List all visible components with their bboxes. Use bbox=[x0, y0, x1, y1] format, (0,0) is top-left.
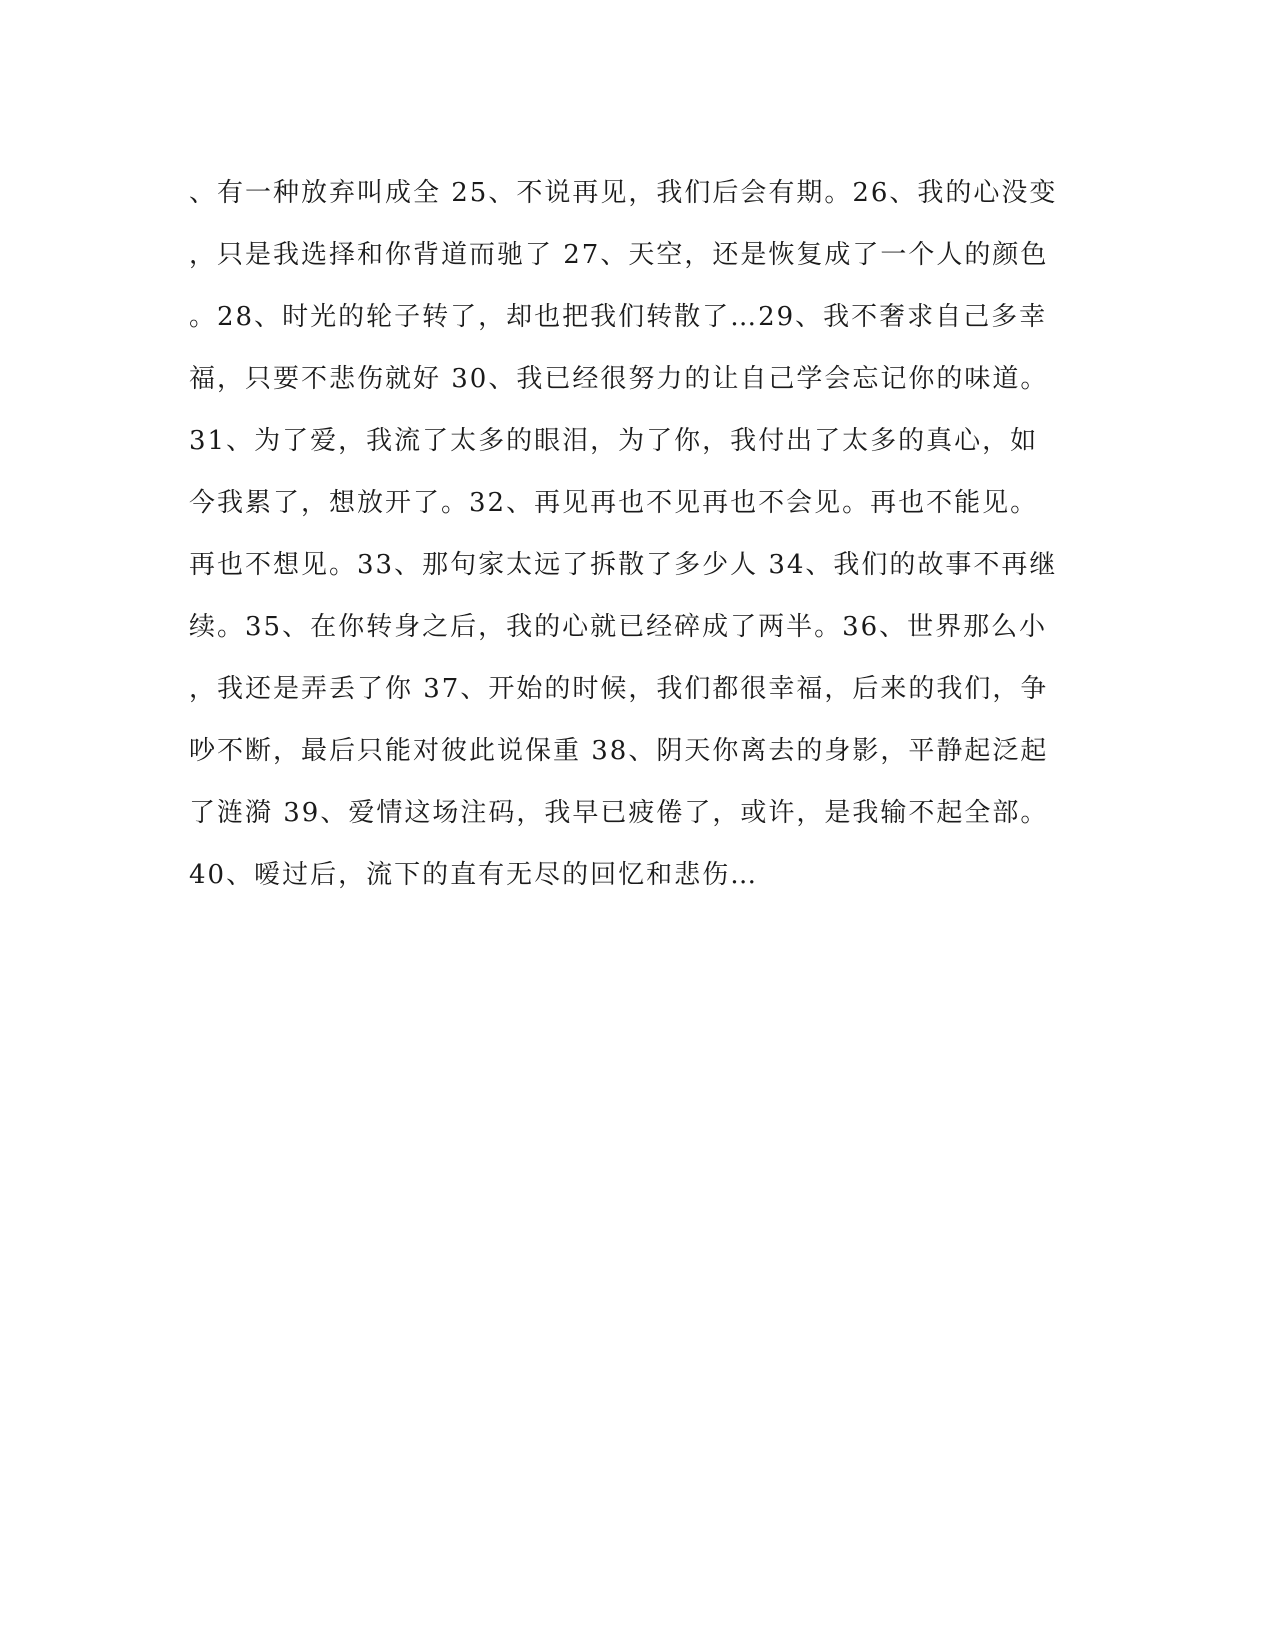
text-line: 吵不断，最后只能对彼此说保重 38、阴天你离去的身影，平静起泛起 bbox=[189, 736, 1049, 766]
text-line: 再也不想见。33、那句家太远了拆散了多少人 34、我们的故事不再继 bbox=[189, 550, 1058, 580]
body-text bbox=[189, 162, 1069, 906]
text-line: 、有一种放弃叫成全 25、不说再见，我们后会有期。26、我的心没变 bbox=[189, 178, 1058, 208]
text-line: 续。35、在你转身之后，我的心就已经碎成了两半。36、世界那么小 bbox=[189, 612, 1048, 642]
text-line: ，只是我选择和你背道而驰了 27、天空，还是恢复成了一个人的颜色 bbox=[189, 240, 1049, 270]
text-line: 。28、时光的轮子转了，却也把我们转散了…29、我不奢求自己多幸 bbox=[189, 302, 1048, 332]
text-line: 福，只要不悲伤就好 30、我已经很努力的让自己学会忘记你的味道。 bbox=[189, 364, 1049, 394]
text-line: 了涟漪 39、爱情这场注码，我早已疲倦了，或许，是我输不起全部。 bbox=[189, 798, 1049, 828]
text-line: 40、嗳过后，流下的直有无尽的回忆和悲伤… bbox=[189, 860, 759, 890]
text-line: ，我还是弄丢了你 37、开始的时候，我们都很幸福，后来的我们，争 bbox=[189, 674, 1049, 704]
text-line: 31、为了爱，我流了太多的眼泪，为了你，我付出了太多的真心，如 bbox=[189, 426, 1039, 456]
text-line: 今我累了，想放开了。32、再见再也不见再也不会见。再也不能见。 bbox=[189, 488, 1039, 518]
